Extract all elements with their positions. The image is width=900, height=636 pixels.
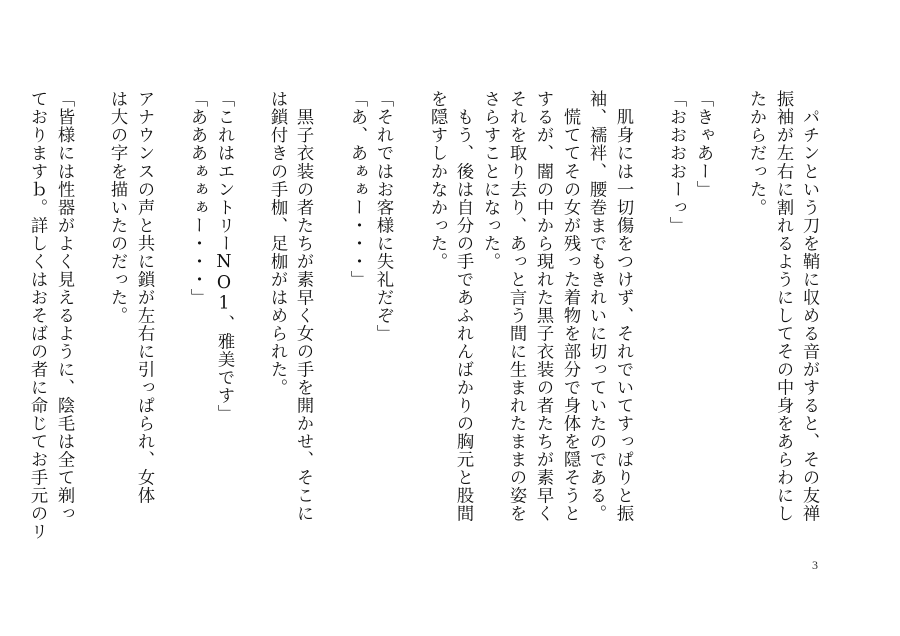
text-line: 振袖が左右に割れるようにしてその中身をあらわにし: [773, 90, 793, 523]
text-line: するが、闇の中から現れた黒子衣装の者たちが素早く: [533, 90, 553, 523]
text-line: 「あ、あぁぁー・・・」: [347, 90, 367, 289]
text-line: パチンという刀を鞘に収める音がすると、その友禅: [799, 90, 819, 523]
text-line: を隠すしかなかった。: [427, 90, 447, 271]
text-line: 「それではお客様に失礼だぞ」: [373, 90, 393, 343]
text-line: 「これはエントリーNO1、雅美です」: [214, 90, 234, 423]
text-line: それを取り去り、あっと言う間に生まれたままの姿を: [506, 90, 526, 523]
text-line: さらすことになった。: [480, 90, 500, 271]
text-line: 「おおおおーっ」: [666, 90, 686, 235]
text-line: は鎖付きの手枷、足枷がはめられた。: [267, 90, 287, 397]
text-line: は大の字を描いたのだった。: [107, 90, 127, 325]
text-line: 「皆様には性器がよく見えるように、陰毛は全て剃っ: [54, 90, 74, 523]
text-line: 黒子衣装の者たちが素早く女の手を開かせ、そこに: [293, 90, 313, 523]
text-line: 「あああぁぁぁー・・・」: [187, 90, 207, 307]
text-line: たからだった。: [746, 90, 766, 217]
page-number: 3: [812, 558, 818, 572]
text-line: アナウンスの声と共に鎖が左右に引っぱられ、女体: [134, 90, 154, 505]
text-line: 「きゃあー」: [693, 90, 713, 199]
text-line: 袖、襦袢、腰巻までもきれいに切っていたのである。: [586, 90, 606, 523]
text-line: 肌身には一切傷をつけず、それでいてすっぱりと振: [613, 90, 633, 523]
text-line: 慌ててその女が残った着物を部分で身体を隠そうと: [560, 90, 580, 523]
text-line: ておりますｂ。詳しくはおそばの者に命じてお手元のリ: [27, 90, 47, 541]
text-line: もう、後は自分の手であふれんばかりの胸元と股間: [453, 90, 473, 523]
